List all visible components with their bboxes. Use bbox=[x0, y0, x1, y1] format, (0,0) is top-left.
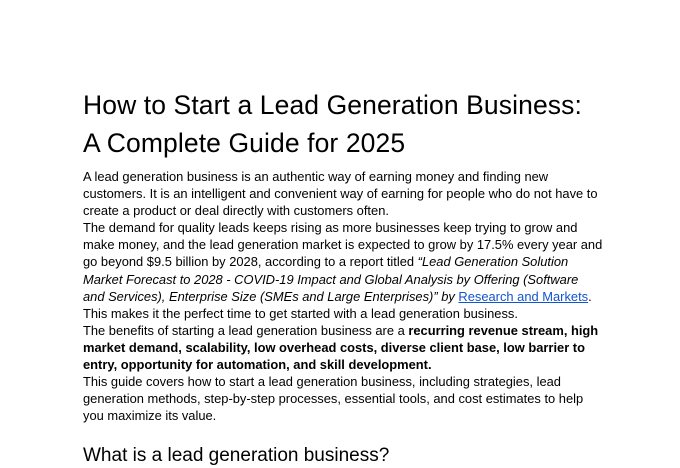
guide-paragraph: This guide covers how to start a lead generation business, including strategies, lead generation methods, step-by-step processes, essential tools, and cost estimates to help you maximize its value. bbox=[83, 374, 584, 424]
research-and-markets-link[interactable]: Research and Markets bbox=[458, 288, 589, 304]
page-title: How to Start a Lead Generation Business: A Complete Guide for 2025 bbox=[83, 90, 582, 158]
benefits-paragraph bbox=[83, 322, 603, 373]
demand-paragraph bbox=[83, 219, 603, 322]
report-title: “Lead Generation Solution Market Forecast to 2028 - COVID-19 Impact and Global Analysis by Offering (Software and Services), Enterprise Size (SMEs and Large Enterprises)” by bbox=[83, 254, 579, 304]
benefits-list: recurring revenue stream, high market demand, scalability, low overhead costs, diverse client base, low barrier to entry, opportunity for automation, and skill development. bbox=[83, 322, 599, 373]
section-heading: What is a lead generation business? bbox=[83, 445, 390, 467]
demand-text-end: . This makes it the perfect time to get started with a lead generation business. bbox=[83, 288, 592, 321]
intro-paragraph: A lead generation business is an authentic way of earning money and finding new customers. It is an intelligent and convenient way of earning for people who do not have to create a product or deal directly with customers often. bbox=[83, 169, 598, 219]
document-body bbox=[83, 86, 603, 468]
benefits-text: The benefits of starting a lead generation business are a bbox=[83, 322, 409, 338]
demand-text: The demand for quality leads keeps rising as more businesses keep trying to grow and make money, and the lead generation market is expected to grow by 17.5% every year and go beyond $9.5 billion by 2028, according to a report titled bbox=[83, 220, 603, 270]
